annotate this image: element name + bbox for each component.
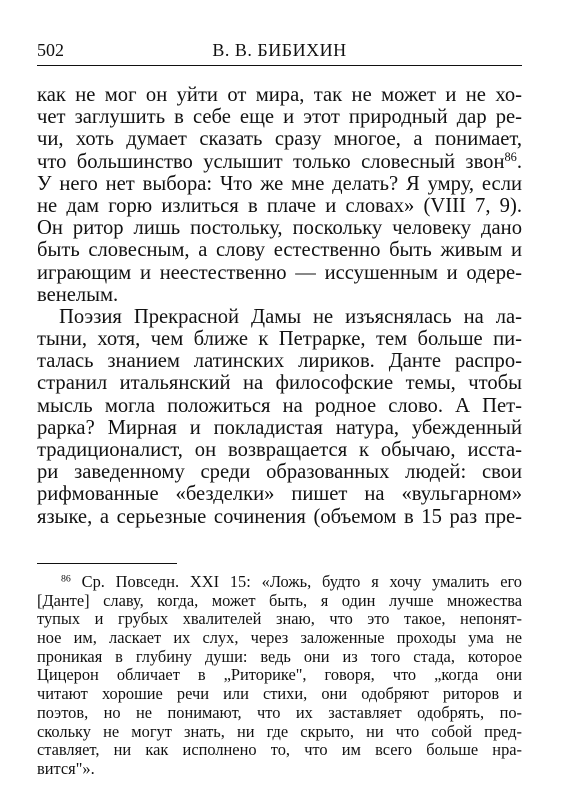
footnote-line: скольку не могут знать, ни где скрыто, ни что собой пред- [37, 721, 522, 741]
text-line: рарка? Мирная и покладистая натура, убежденный [37, 416, 522, 439]
footnote-rule [37, 563, 177, 564]
footnote-line [37, 573, 522, 592]
footnote-line: ное им, ласкает их слух, через заложенные проходы ума не [37, 628, 522, 648]
text-line: талась знанием латинских лириков. Данте распро- [37, 350, 522, 373]
text-line: как не мог он уйти от мира, так не может и не хо- [37, 84, 522, 106]
paragraph-start-line: Поэзия Прекрасной Дамы не изъяснялась на ла- [59, 305, 522, 328]
text-line: тыни, хотя, чем ближе к Петрарке, тем больше пи- [37, 328, 522, 351]
text-line: ри заведенному среди образованных людей: свои [37, 461, 522, 484]
text-line: странил итальянский на философские темы, чтобы [37, 372, 522, 395]
footnote-reference: 86 [504, 149, 517, 164]
page-header [37, 36, 522, 66]
text-line: рифмованные «безделки» пишет на «вульгарном» [37, 483, 522, 506]
footnote-line: [Данте] славу, когда, может быть, я один лучше множества [37, 590, 522, 610]
footnote-marker: 86 [61, 573, 71, 585]
text-line: чет заглушить в себе еще и этот природный дар ре- [37, 106, 522, 129]
footnotes [37, 573, 522, 779]
footnote-line: вится"». [37, 758, 95, 778]
text-line: традиционалист, он возвращается к обычаю, исста- [37, 439, 522, 461]
footnote-line: тупых и грубых хвалителей знаю, что это такое, непонят- [37, 609, 522, 629]
text-line-part: . [516, 150, 522, 173]
footnote-line: Цицерон обличает в „Риторике", говоря, что „когда они [37, 665, 522, 685]
footnote-line: читают хорошие речи или стихи, они одобряют риторов и [37, 684, 522, 704]
page-number: 502 [37, 40, 64, 60]
text-line: быть словесным, а слову естественно быть живым и [37, 239, 522, 262]
main-text [37, 84, 522, 528]
footnote-line: ставляет, ни как исполнено то, что им всего больше нра- [37, 740, 522, 760]
text-line: Он ритор лишь постольку, поскольку человеку дано [37, 217, 522, 240]
text-line: чи, хоть думает сказать сразу многое, а понимает, [37, 128, 522, 151]
text-line: не дам горю излиться в плаче и словах» (VIII 7, 9). [37, 194, 522, 217]
text-line-with-footnote-ref [37, 151, 522, 173]
text-line: У него нет выбора: Что же мне делать? Я умру, если [37, 172, 522, 195]
footnote-line: поэтов, но не понимают, что их заставляет одобрять, по- [37, 702, 522, 722]
footnote-line: проникая в глубину души: ведь они из того стада, которое [37, 646, 522, 666]
text-line-part: что большинство услышит только словесный звон [37, 150, 505, 173]
header-rule [37, 65, 522, 66]
text-line: венелым. [37, 283, 119, 306]
text-line: мысль могла положиться на родное слово. А Пет- [37, 394, 522, 417]
text-line: играющим и неестественно — иссушенным и одере- [37, 261, 522, 284]
footnote-text: Ср. Повседн. XXI 15: «Ложь, будто я хочу умалить его [70, 572, 522, 591]
text-line: языке, а серьезные сочинения (объемом в 15 раз пре- [37, 505, 522, 528]
running-head: В. В. БИБИХИН [212, 40, 347, 60]
